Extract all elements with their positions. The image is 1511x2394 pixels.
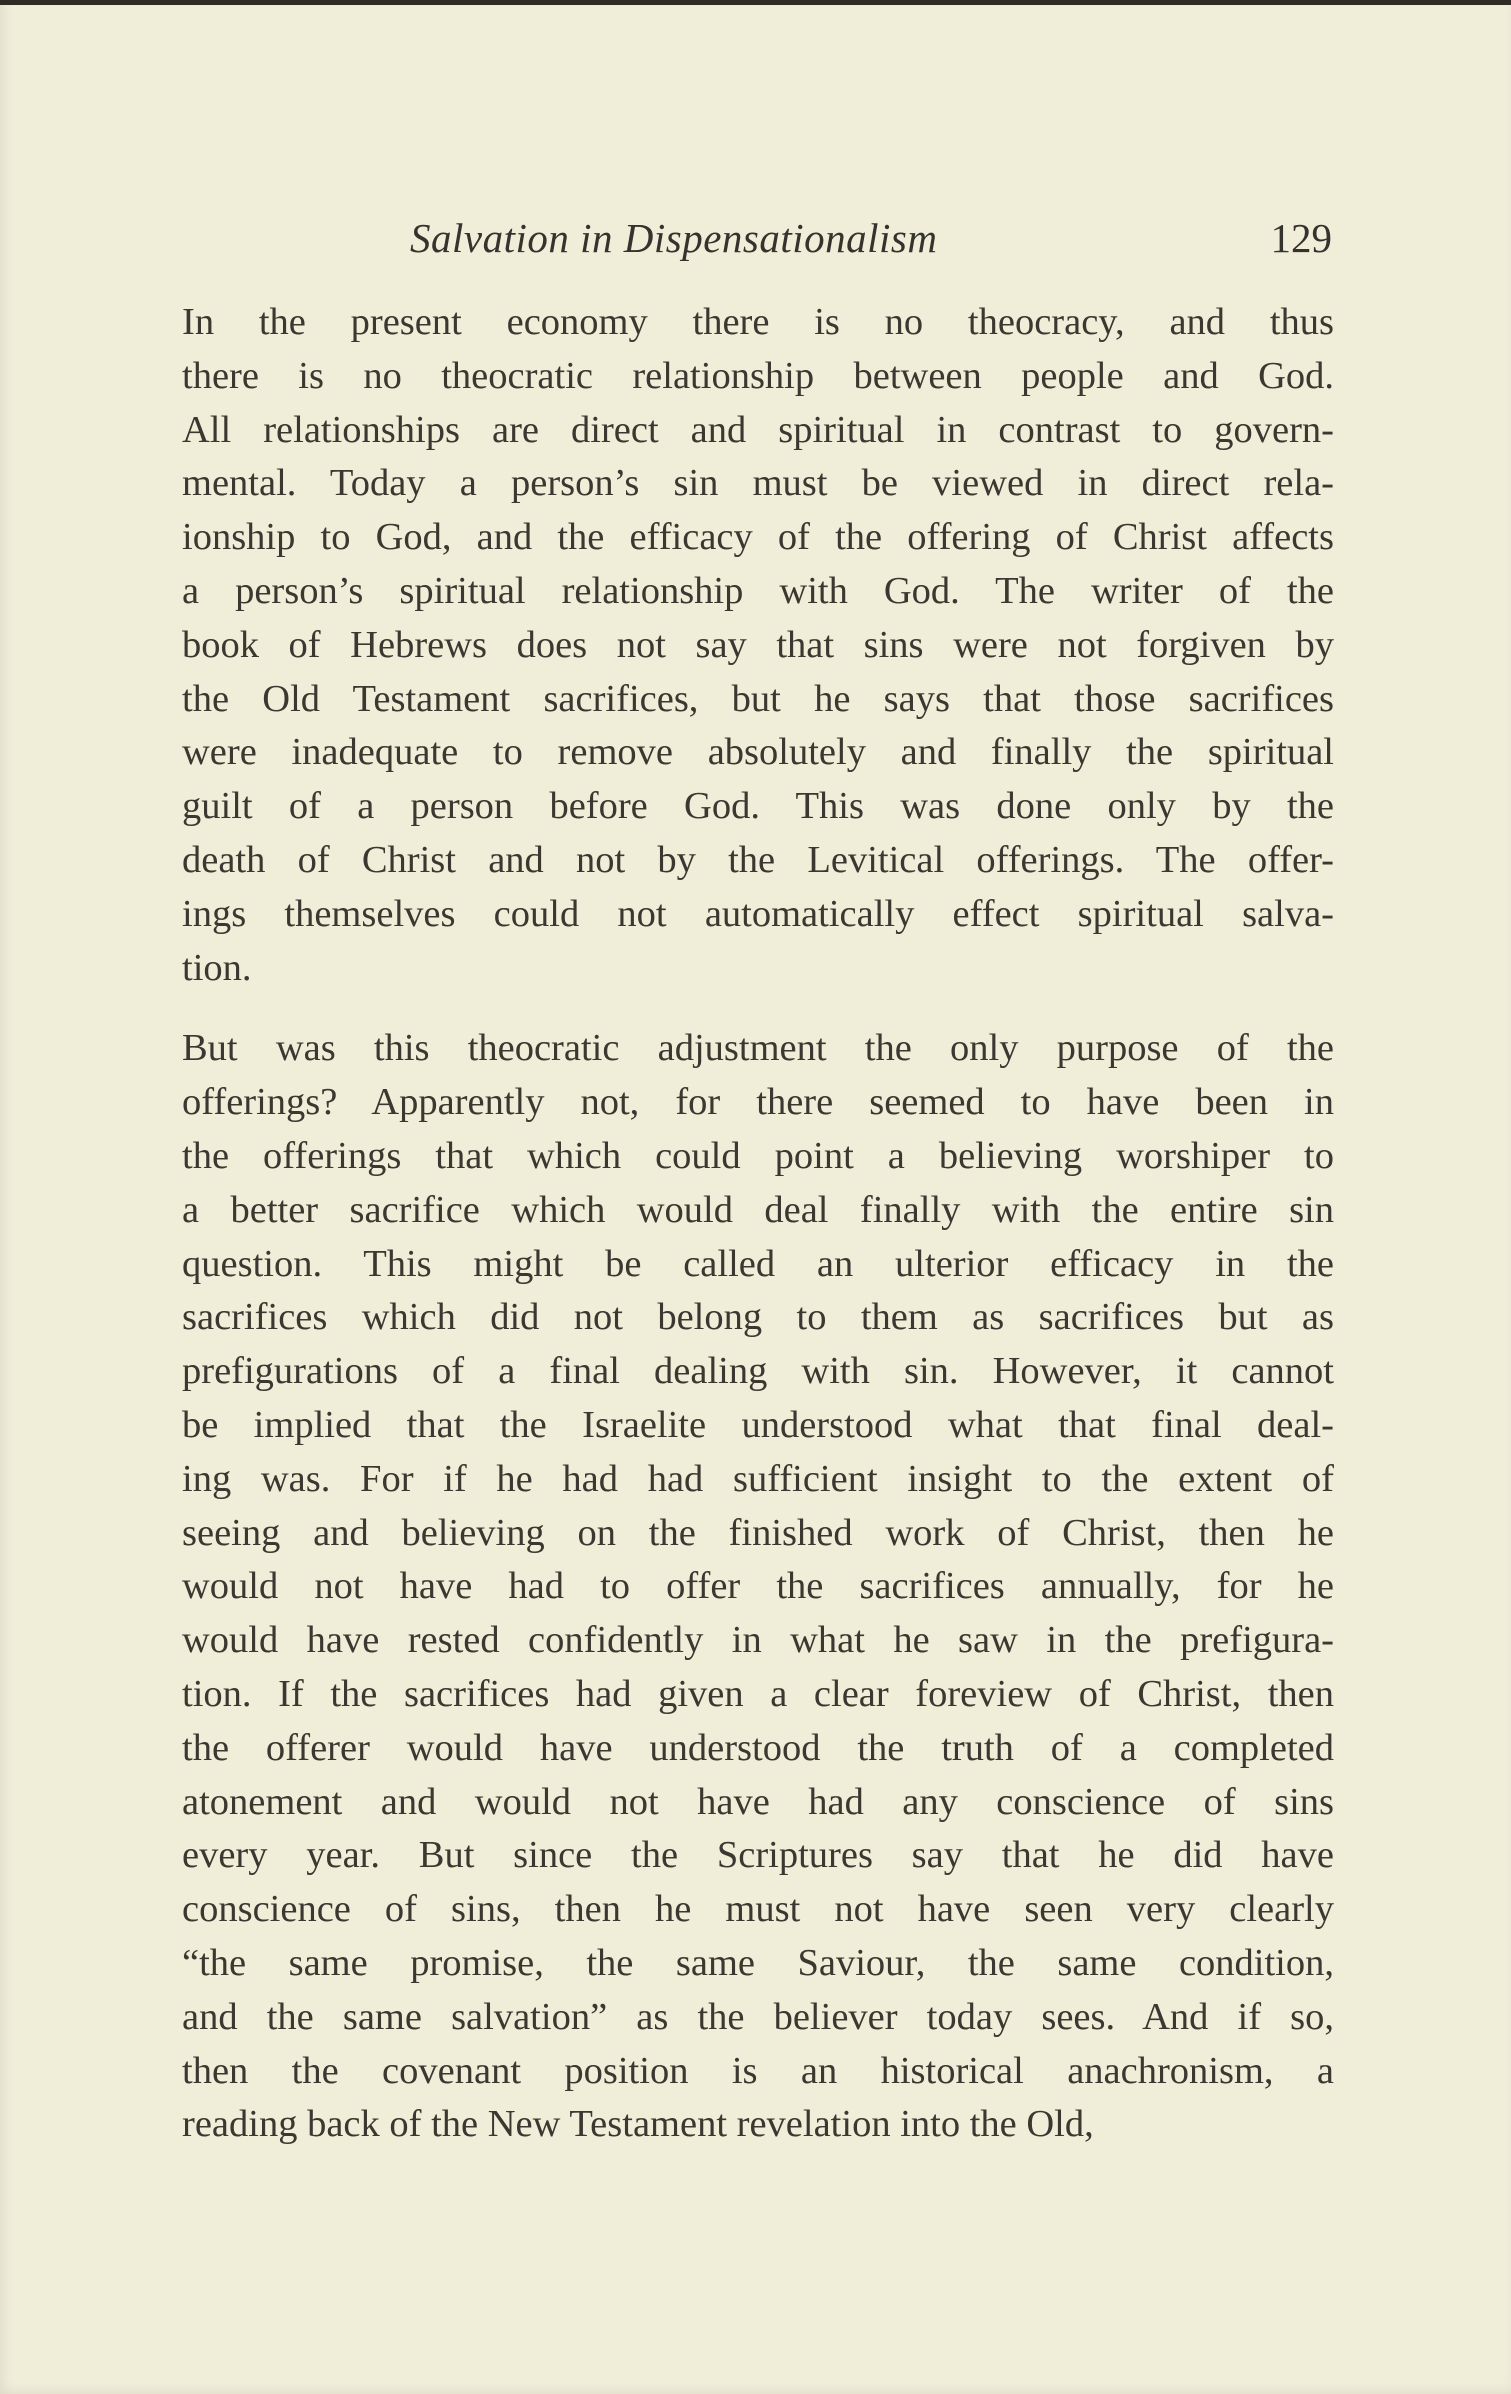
- text-line: the Old Testament sacrifices, but he says that those sacrifices: [182, 677, 1334, 720]
- text-line: All relationships are direct and spiritual in contrast to govern-: [182, 408, 1334, 451]
- text-line: a person’s spiritual relationship with God. The writer of the: [182, 569, 1334, 612]
- text-line: ing was. For if he had had sufficient insight to the extent of: [182, 1457, 1334, 1500]
- text-line: tion.: [182, 946, 252, 989]
- text-line: and the same salvation” as the believer today sees. And if so,: [182, 1995, 1334, 2038]
- text-line: sacrifices which did not belong to them as sacrifices but as: [182, 1296, 1334, 1339]
- text-line: reading back of the New Testament revelation into the Old,: [182, 2103, 1094, 2146]
- text-line: In the present economy there is no theocracy, and thus: [182, 301, 1334, 343]
- text-line: tion. If the sacrifices had given a clear foreview of Christ, then: [182, 1672, 1334, 1715]
- text-line: were inadequate to remove absolutely and finally the spiritual: [182, 731, 1334, 774]
- text-line: “the same promise, the same Saviour, the same condition,: [182, 1941, 1334, 1984]
- text-line: then the covenant position is an historical anachronism, a: [182, 2049, 1334, 2092]
- body-text: [182, 296, 1334, 2152]
- text-line: conscience of sins, then he must not have seen very clearly: [182, 1888, 1334, 1931]
- text-line: seeing and believing on the finished work of Christ, then he: [182, 1511, 1334, 1554]
- paragraph: [182, 1022, 1334, 2152]
- text-line: atonement and would not have had any conscience of sins: [182, 1780, 1334, 1823]
- text-line: ionship to God, and the efficacy of the offering of Christ affects: [182, 516, 1334, 559]
- text-line: be implied that the Israelite understood what that final deal-: [182, 1403, 1334, 1446]
- text-line: offerings? Apparently not, for there seemed to have been in: [182, 1081, 1334, 1124]
- text-line: prefigurations of a final dealing with sin. However, it cannot: [182, 1350, 1334, 1393]
- page-number: 129: [1270, 215, 1332, 261]
- text-line: the offerer would have understood the truth of a completed: [182, 1726, 1334, 1769]
- text-line: mental. Today a person’s sin must be viewed in direct rela-: [182, 462, 1334, 505]
- running-head: [182, 214, 1332, 274]
- text-line: would have rested confidently in what he saw in the prefigura-: [182, 1619, 1334, 1662]
- text-line: ings themselves could not automatically effect spiritual salva-: [182, 892, 1334, 935]
- paragraph: [182, 296, 1334, 995]
- running-title: Salvation in Dispensationalism: [410, 215, 938, 261]
- text-line: guilt of a person before God. This was done only by the: [182, 785, 1334, 828]
- text-line: a better sacrifice which would deal finally with the entire sin: [182, 1188, 1334, 1231]
- text-line: death of Christ and not by the Levitical offerings. The offer-: [182, 838, 1334, 881]
- text-line: But was this theocratic adjustment the only purpose of the: [182, 1027, 1334, 1070]
- text-line: the offerings that which could point a believing worshiper to: [182, 1134, 1334, 1177]
- text-line: book of Hebrews does not say that sins were not forgiven by: [182, 623, 1334, 666]
- text-line: question. This might be called an ulterior efficacy in the: [182, 1242, 1334, 1285]
- page-top-edge: [0, 0, 1511, 5]
- text-line: every year. But since the Scriptures say that he did have: [182, 1834, 1334, 1877]
- text-line: there is no theocratic relationship between people and God.: [182, 354, 1334, 397]
- text-line: would not have had to offer the sacrifices annually, for he: [182, 1565, 1334, 1608]
